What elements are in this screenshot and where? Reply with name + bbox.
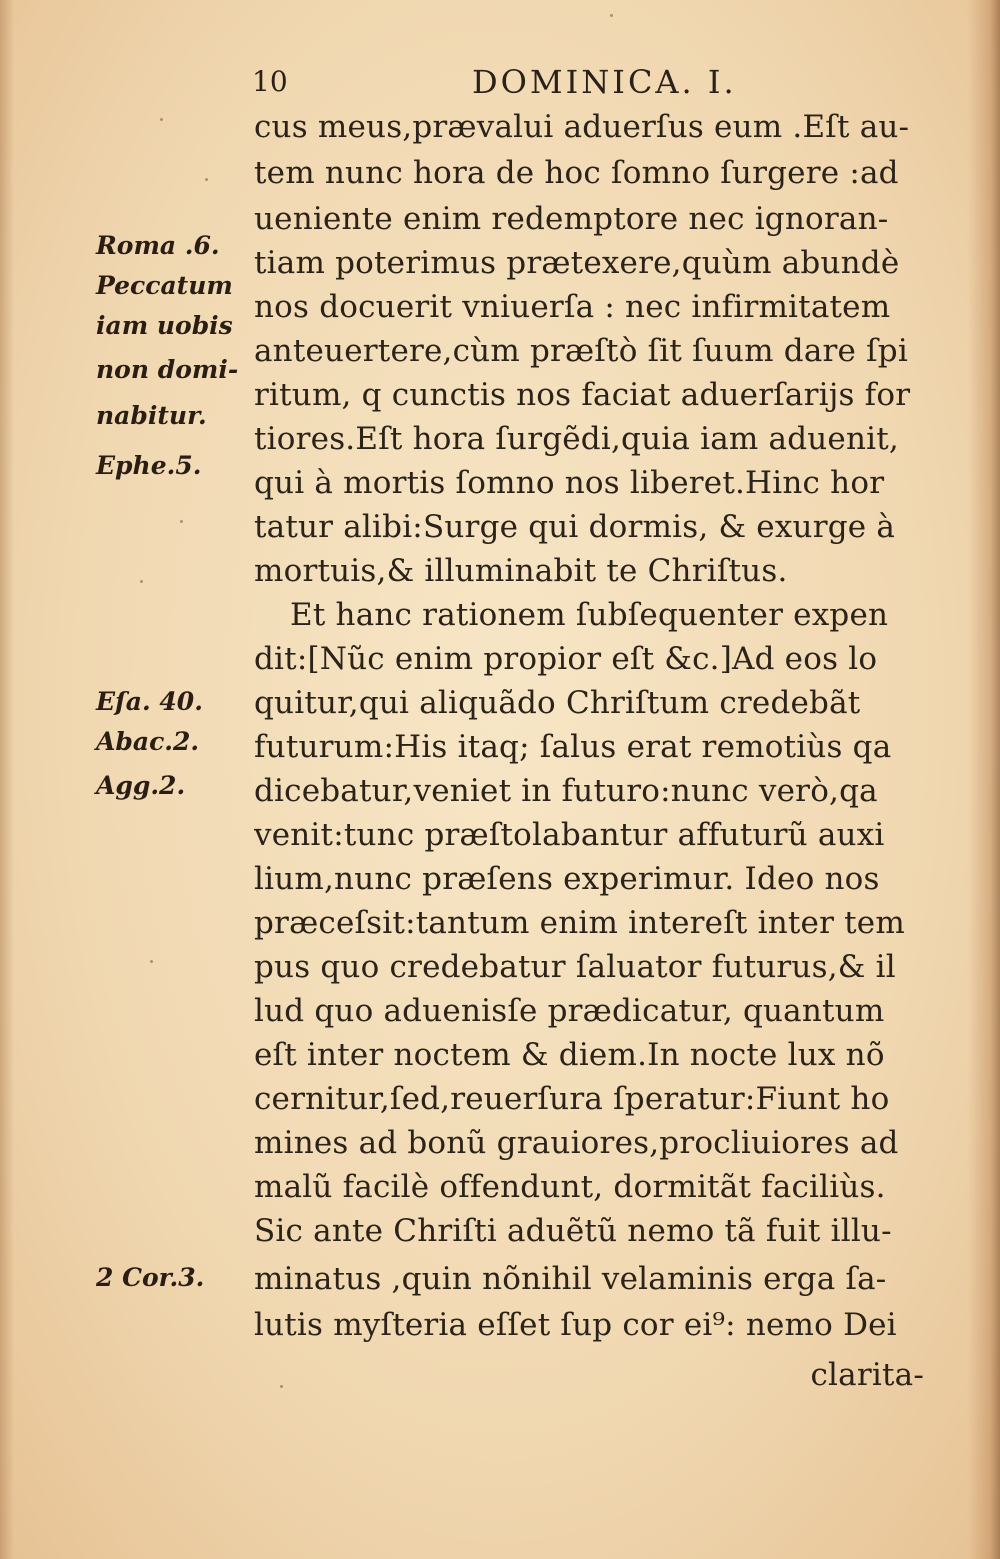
page-number: 10	[252, 65, 288, 98]
body-line-8: tiores.Eſt hora ſurgẽdi,quia iam aduenit,	[254, 421, 899, 457]
body-line-13: dit:[Nũc enim propior eſt &c.]Ad eos lo	[254, 641, 878, 677]
paper-speck	[205, 178, 208, 181]
body-line-3: ueniente enim redemptore nec ignoran-	[254, 201, 889, 237]
body-line-4: tiam poterimus prætexere,quùm abundè	[254, 245, 900, 281]
paper-speck	[610, 14, 613, 17]
body-line-6: anteuertere,cùm præſtò ſit ſuum dare ſpi	[254, 333, 908, 369]
margin-note-esa: Eſa. 40.	[96, 687, 203, 716]
body-line-1: cus meus,prævalui aduerſus eum .Eſt au-	[254, 109, 910, 145]
margin-note-roma: Roma .6.	[96, 231, 220, 260]
body-line-5: nos docuerit vniuerſa : nec infirmitatem	[254, 289, 891, 325]
margin-note-nabitur: nabitur.	[96, 401, 207, 430]
page-left-shadow	[0, 0, 14, 1559]
body-line-21: lud quo aduenisſe prædicatur, quantum	[254, 993, 885, 1029]
body-line-24: mines ad bonũ grauiores,procliuiores ad	[254, 1125, 899, 1161]
body-line-15: futurum:His itaq; ſalus erat remotiùs qa	[254, 729, 892, 765]
margin-note-non-domi: non domi-	[96, 355, 239, 384]
paper-speck	[150, 960, 153, 963]
margin-note-ephe: Ephe.5.	[96, 451, 202, 480]
body-line-18: lium,nunc præſens experimur. Ideo nos	[254, 861, 880, 897]
body-line-16: dicebatur,veniet in futuro:nunc verò,qa	[254, 773, 878, 809]
paper-speck	[280, 1385, 283, 1388]
body-line-10: tatur alibi:Surge qui dormis, & exurge à	[254, 509, 896, 545]
margin-note-agg: Agg.2.	[96, 771, 186, 800]
paper-speck	[160, 118, 163, 121]
margin-note-abac: Abac.2.	[96, 727, 200, 756]
body-line-26: Sic ante Chriſti aduẽtũ nemo tã fuit illu-	[254, 1213, 892, 1249]
margin-note-peccatum: Peccatum	[96, 271, 233, 300]
paper-speck	[180, 520, 183, 523]
body-line-20: pus quo credebatur ſaluator futurus,& il	[254, 949, 896, 985]
body-line-14: quitur,qui aliquãdo Chriſtum credebãt	[254, 685, 861, 721]
catchword: clarita-	[810, 1357, 924, 1393]
running-head	[252, 62, 812, 102]
body-line-22: eſt inter noctem & diem.In nocte lux nõ	[254, 1037, 885, 1073]
paper-speck	[140, 580, 143, 583]
body-line-17: venit:tunc præſtolabantur affuturũ auxi	[254, 817, 885, 853]
page-title: DOMINICA. I.	[472, 63, 737, 101]
body-line-19: præceſsit:tantum enim intereſt inter tem	[254, 905, 905, 941]
body-line-27: minatus ,quin nõnihil velaminis erga ſa-	[254, 1261, 887, 1297]
body-line-28: lutis myſteria eſſet ſup cor ei⁹: nemo Dei	[254, 1307, 897, 1343]
margin-note-cor: 2 Cor.3.	[96, 1263, 205, 1292]
body-line-7: ritum, q cunctis nos faciat aduerſarijs for	[254, 377, 911, 413]
body-line-25: malũ facilè offendunt, dormitãt faciliùs.	[254, 1169, 886, 1205]
page-right-edge	[968, 0, 1000, 1559]
body-line-2: tem nunc hora de hoc ſomno ſurgere :ad	[254, 155, 899, 191]
body-line-11: mortuis,& illuminabit te Chriſtus.	[254, 553, 788, 589]
body-line-23: cernitur,ſed,reuerſura ſperatur:Fiunt ho	[254, 1081, 890, 1117]
body-line-9: qui à mortis ſomno nos liberet.Hinc hor	[254, 465, 885, 501]
body-line-12: Et hanc rationem ſubſequenter expen	[290, 597, 889, 633]
margin-note-iam-uobis: iam uobis	[96, 311, 233, 340]
